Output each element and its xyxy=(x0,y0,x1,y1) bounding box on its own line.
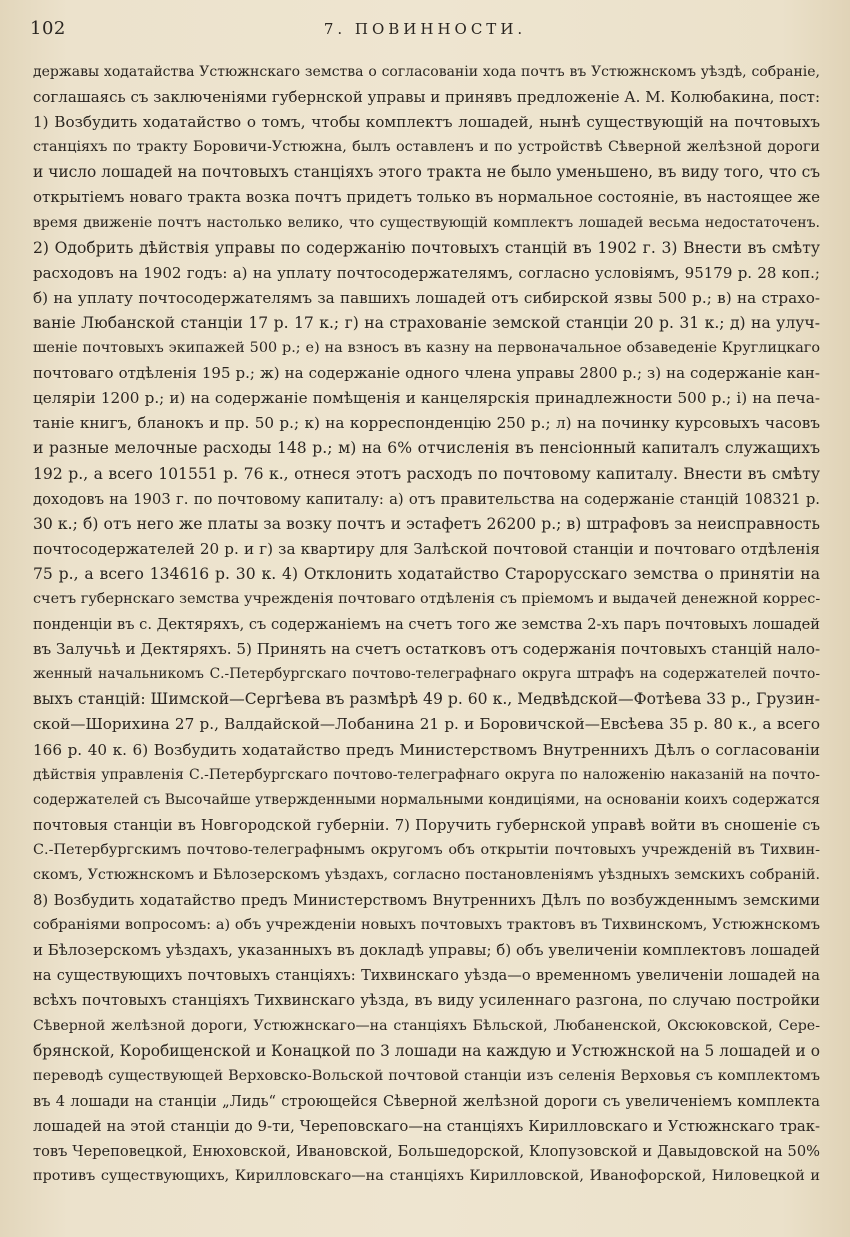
text-line: лошадей на этой станціи до 9-ти, Череповскаго—на станціяхъ Кирилловскаго и Устюжнскаго трак- xyxy=(33,1117,820,1135)
text-line: 8) Возбудить ходатайство предъ Министерствомъ Внутреннихъ Дѣлъ по возбужденнымъ земскими xyxy=(33,892,820,910)
text-line: станціяхъ по тракту Боровичи-Устюжна, былъ оставленъ и по устройствѣ Сѣверной желѣзной дороги xyxy=(33,139,820,156)
text-line: женный начальникомъ С.-Петербургскаго почтово-телеграфнаго округа штрафъ на содержателей почто- xyxy=(33,666,820,683)
text-line: 166 р. 40 к. 6) Возбудить ходатайство предъ Министерствомъ Внутреннихъ Дѣлъ о согласованіи xyxy=(33,740,820,759)
text-line: переводѣ существующей Верховско-Вольской почтовой станціи изъ селенія Верховья съ комплектомъ xyxy=(33,1067,820,1084)
text-line: и Бѣлозерскомъ уѣздахъ, указанныхъ въ докладѣ управы; б) объ увеличеніи комплектовъ лошадей xyxy=(33,941,820,960)
text-line: таніе книгъ, бланокъ и пр. 50 р.; к) на корреспонденцію 250 р.; л) на починку курсовыхъ часовъ xyxy=(33,414,820,433)
page-number: 102 xyxy=(30,18,66,39)
text-line: соглашаясь съ заключеніями губернской управы и принявъ предложеніе А. М. Колюбакина, пост: xyxy=(33,88,820,107)
text-line: доходовъ на 1903 г. по почтовому капиталу: а) отъ правительства на содержаніе станцій 108321 р. xyxy=(33,490,820,508)
text-line: 2) Одобрить дѣйствія управы по содержанію почтовыхъ станцій въ 1902 г. 3) Внести въ смѣту xyxy=(33,238,820,257)
text-line: и разные мелочные расходы 148 р.; м) на 6% отчисленія въ пенсіонный капиталъ служащихъ xyxy=(33,439,820,458)
text-line: ской—Шорихина 27 р., Валдайской—Лобанина 21 р. и Боровичской—Евсѣева 35 р. 80 к., а всего xyxy=(33,715,820,734)
text-line: целяріи 1200 р.; и) на содержаніе помѣщенія и канцелярскія принадлежности 500 р.; і) на печа- xyxy=(33,389,820,408)
text-line: товъ Череповецкой, Енюховской, Ивановской, Большедорской, Клопузовской и Давыдовской на 50% xyxy=(33,1143,820,1161)
text-line: державы ходатайства Устюжнскаго земства о согласованіи хода почтъ въ Устюжнскомъ уѣздѣ, собраніе, xyxy=(33,64,820,80)
text-line: С.-Петербургскимъ почтово-телеграфнымъ округомъ объ открытіи почтовыхъ учрежденій въ Тихвин- xyxy=(33,841,820,858)
text-line: понденціи въ с. Дектяряхъ, съ содержаніемъ на счетъ того же земства 2-хъ паръ почтовыхъ лошадей xyxy=(33,616,820,634)
text-line: всѣхъ почтовыхъ станціяхъ Тихвинскаго уѣзда, въ виду усиленнаго разгона, по случаю постройки xyxy=(33,991,820,1010)
text-line: время движеніе почтъ настолько велико, что существующій комплектъ лошадей весьма недостаточенъ. xyxy=(33,214,820,231)
text-line: и число лошадей на почтовыхъ станціяхъ этого тракта не было уменьшено, въ виду того, что съ xyxy=(33,163,820,182)
text-line: собраніями вопросомъ: а) объ учрежденіи новыхъ почтовыхъ трактовъ въ Тихвинскомъ, Устюжнскомъ xyxy=(33,917,820,934)
text-line: скомъ, Устюжнскомъ и Бѣлозерскомъ уѣздахъ, согласно постановленіямъ уѣздныхъ земскихъ собраній. xyxy=(33,867,820,883)
text-line: счетъ губернскаго земства учрежденія почтоваго отдѣленія съ пріемомъ и выдачей денежной коррес- xyxy=(33,590,820,607)
text-line: ваніе Любанской станціи 17 р. 17 к.; г) на страхованіе земской станціи 20 р. 31 к.; д) на улуч- xyxy=(33,313,820,332)
body-text xyxy=(33,60,820,1189)
text-line: брянской, Коробищенской и Конацкой по 3 лошади на каждую и Устюжнской на 5 лошадей и о xyxy=(33,1041,820,1060)
text-line: Сѣверной желѣзной дороги, Устюжнскаго—на станціяхъ Бѣльской, Любаненской, Оксюковской, Сере- xyxy=(33,1017,820,1034)
text-line: б) на уплату почтосодержателямъ за павшихъ лошадей отъ сибирской язвы 500 р.; в) на страхо- xyxy=(33,288,820,307)
text-line: выхъ станцій: Шимской—Сергѣева въ размѣрѣ 49 р. 60 к., Медвѣдской—Фотѣева 33 р., Грузин- xyxy=(33,690,820,709)
text-line: содержателей съ Высочайше утвержденными нормальными кондиціями, на основаніи коихъ содержатся xyxy=(33,791,820,808)
text-line: въ Залучьѣ и Дектяряхъ. 5) Принять на счетъ остатковъ отъ содержанія почтовыхъ станцій нало- xyxy=(33,640,820,659)
text-line: дѣйствія управленія С.-Петербургскаго почтово-телеграфнаго округа по наложенію наказаній на почто- xyxy=(33,766,820,783)
text-line: 30 к.; б) отъ него же платы за возку почтъ и эстафетъ 26200 р.; в) штрафовъ за неисправность xyxy=(33,514,820,533)
text-line: на существующихъ почтовыхъ станціяхъ: Тихвинскаго уѣзда—о временномъ увеличеніи лошадей на xyxy=(33,967,820,985)
text-line: въ 4 лошади на станціи „Лидь“ строющейся Сѣверной желѣзной дороги съ увеличеніемъ комплекта xyxy=(33,1092,820,1110)
text-line: 1) Возбудить ходатайство о томъ, чтобы комплектъ лошадей, нынѣ существующій на почтовыхъ xyxy=(33,113,820,132)
text-line: шеніе почтовыхъ экипажей 500 р.; е) на взносъ въ казну на первоначальное обзаведеніе Круглицкаго xyxy=(33,340,820,357)
text-line: открытіемъ новаго тракта возка почтъ придетъ только въ нормальное состояніе, въ настоящее же xyxy=(33,188,820,207)
text-line: расходовъ на 1902 годъ: а) на уплату почтосодержателямъ, согласно условіямъ, 95179 р. 28 коп.; xyxy=(33,263,820,282)
text-line: 75 р., а всего 134616 р. 30 к. 4) Отклонить ходатайство Старорусскаго земства о принятіи на xyxy=(33,564,820,583)
text-line: 192 р., а всего 101551 р. 76 к., отнеся этотъ расходъ по почтовому капиталу. Внести въ смѣту xyxy=(33,464,820,483)
page-header xyxy=(30,18,820,46)
text-line: почтоваго отдѣленія 195 р.; ж) на содержаніе одного члена управы 2800 р.; з) на содержаніе кан- xyxy=(33,364,820,383)
text-line: почтовыя станціи въ Новгородской губерніи. 7) Поручить губернской управѣ войти въ сношеніе съ xyxy=(33,816,820,834)
running-title: 7. ПОВИННОСТИ. xyxy=(323,20,527,38)
text-line: почтосодержателей 20 р. и г) за квартиру для Залѣской почтовой станціи и почтоваго отдѣленія xyxy=(33,539,820,558)
text-line: противъ существующихъ, Кирилловскаго—на станціяхъ Кирилловской, Иванофорской, Ниловецкой и xyxy=(33,1168,820,1185)
